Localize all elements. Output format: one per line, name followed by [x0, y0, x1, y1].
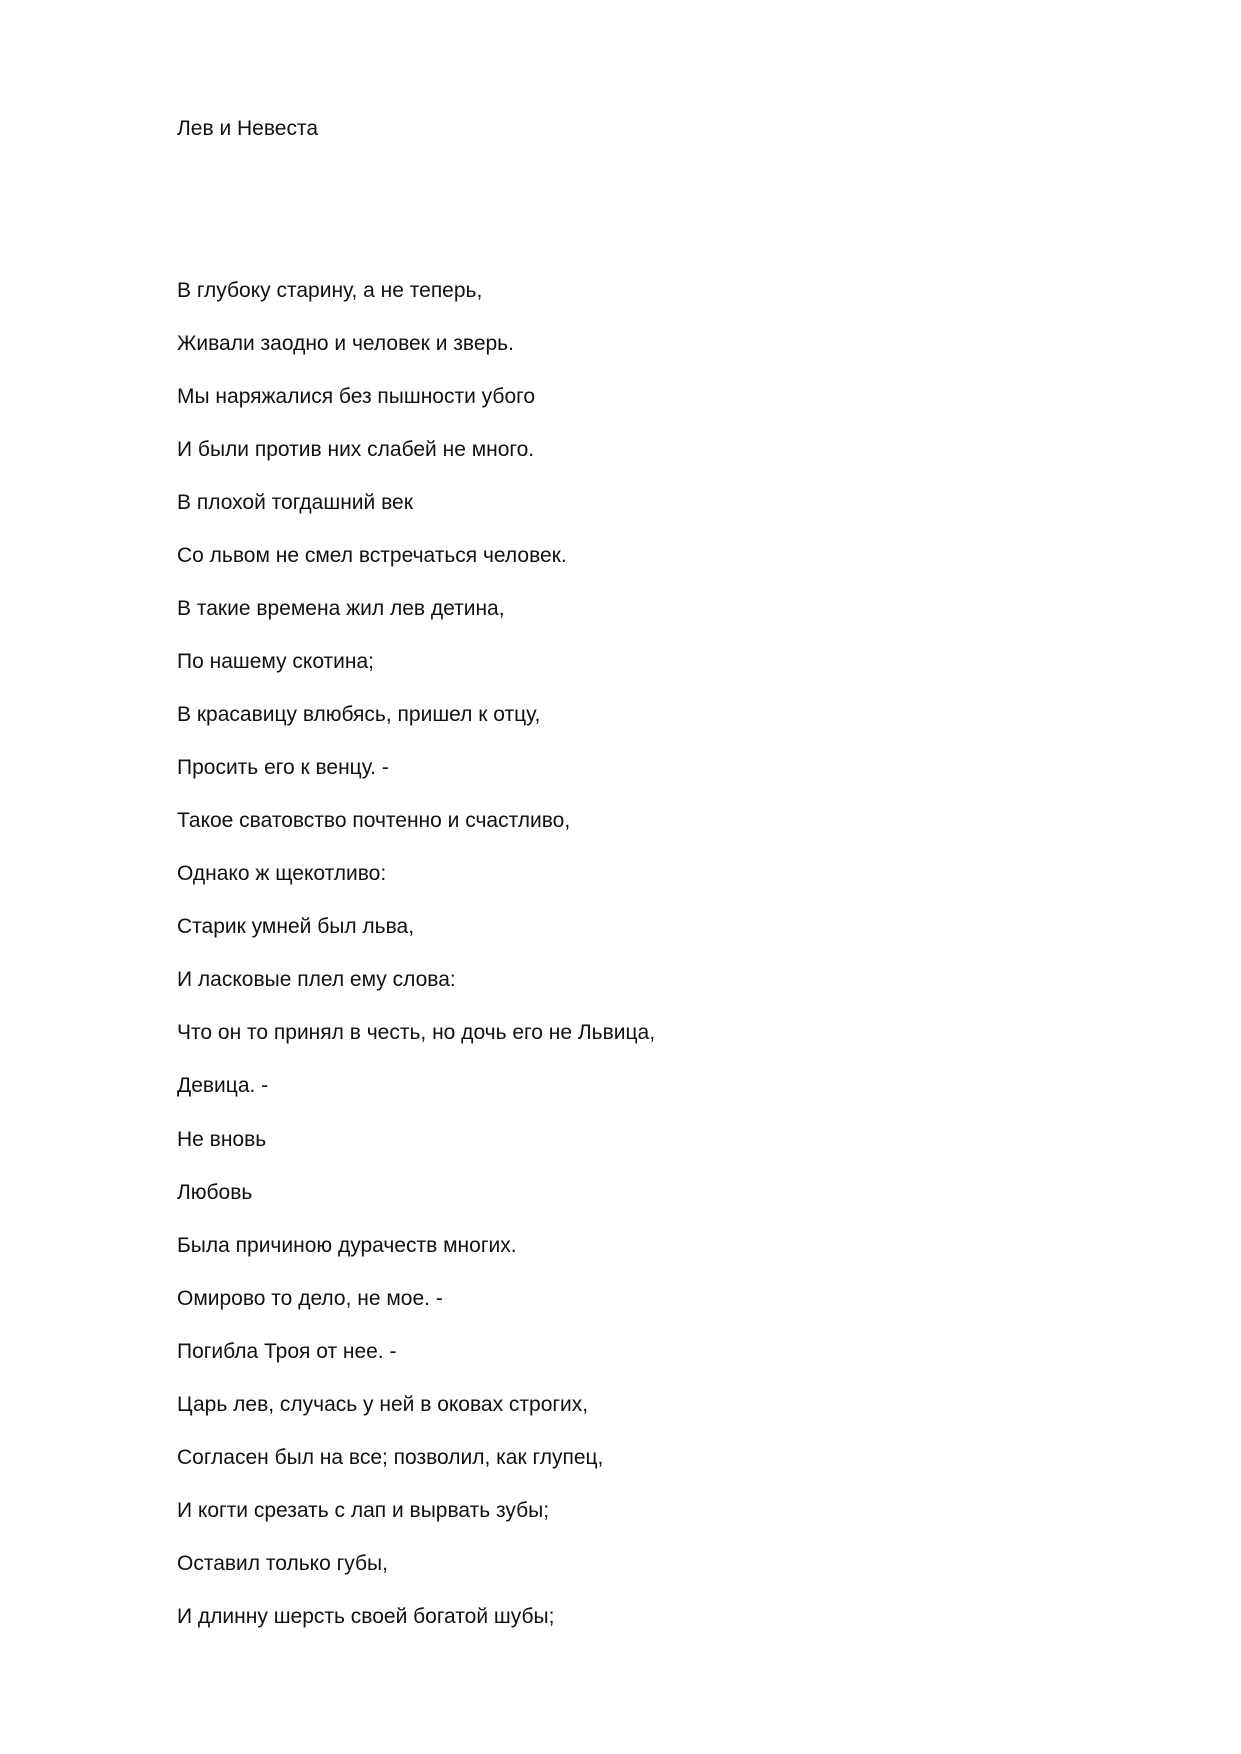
poem-line: Однако ж щекотливо:	[177, 862, 387, 886]
poem-line: И когти срезать с лап и вырвать зубы;	[177, 1498, 550, 1522]
poem-line: Мы наряжалися без пышности убого	[177, 385, 535, 409]
poem-line: Погибла Троя от нее. -	[177, 1339, 397, 1363]
poem-line: Оставил только губы,	[177, 1551, 388, 1575]
poem-line: Со львом не смел встречаться человек.	[177, 544, 567, 568]
poem-line: И были против них слабей не много.	[177, 438, 535, 462]
poem-line: В такие времена жил лев детина,	[177, 597, 505, 621]
poem-line: В красавицу влюбясь, пришел к отцу,	[177, 703, 541, 727]
poem-line: Такое сватовство почтенно и счастливо,	[177, 809, 571, 833]
poem-line: Просить его к венцу. -	[177, 756, 389, 780]
poem-line: Девица. -	[177, 1074, 269, 1098]
poem-line: И длинну шерсть своей богатой шубы;	[177, 1604, 555, 1628]
poem-line: Не вновь	[177, 1127, 267, 1151]
poem-line: В глубоку старину, а не теперь,	[177, 279, 483, 302]
poem-line: Согласен был на все; позволил, как глупец,	[177, 1445, 604, 1469]
poem-line: Старик умней был льва,	[177, 915, 415, 939]
document-title: Лев и Невеста	[177, 117, 319, 140]
poem-line: Любовь	[177, 1180, 253, 1204]
poem-text	[177, 278, 655, 1657]
poem-line: Омирово то дело, не мое. -	[177, 1286, 443, 1310]
poem-line: Была причиною дурачеств многих.	[177, 1233, 517, 1257]
poem-line: В плохой тогдашний век	[177, 491, 413, 515]
poem-line: По нашему скотина;	[177, 650, 375, 674]
poem-line: Царь лев, случась у ней в оковах строгих,	[177, 1392, 589, 1416]
poem-line: И ласковые плел ему слова:	[177, 968, 456, 992]
poem-line: Что он то принял в честь, но дочь его не Львица,	[177, 1021, 656, 1045]
poem-line: Живали заодно и человек и зверь.	[177, 332, 514, 356]
